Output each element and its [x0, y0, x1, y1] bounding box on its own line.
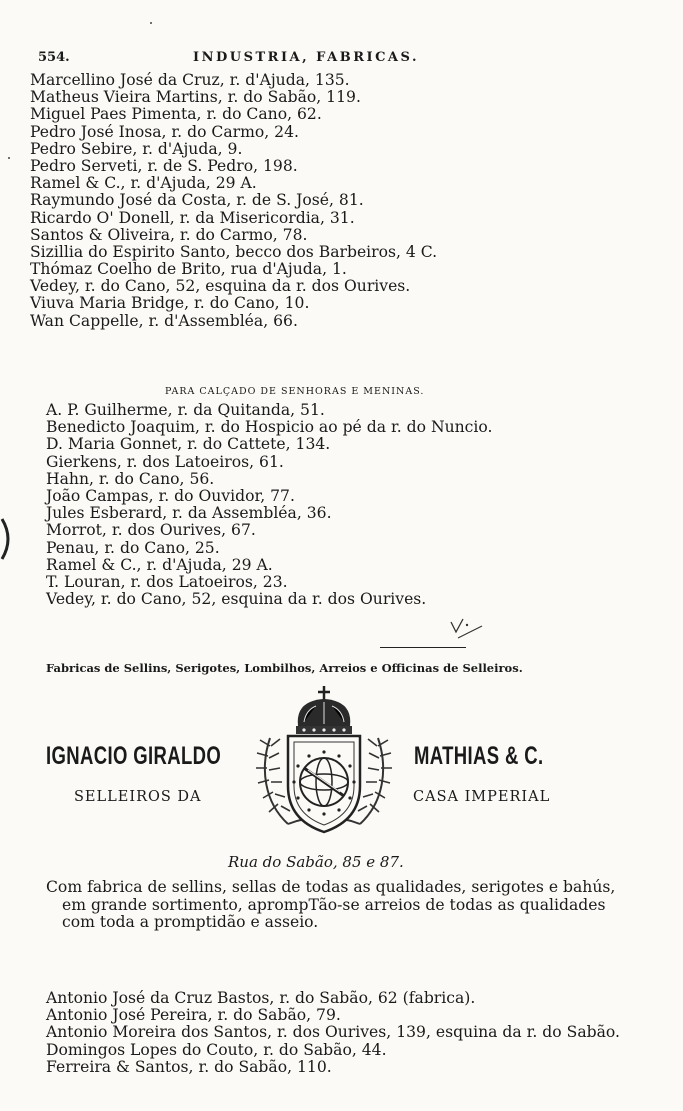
page-number: 554.: [38, 50, 70, 65]
list-item: Ricardo O' Donell, r. da Misericordia, 31.: [30, 208, 355, 227]
divider-rule: [380, 647, 466, 648]
list-item: T. Louran, r. dos Latoeiros, 23.: [46, 572, 288, 591]
binding-hole-mark: [0, 515, 16, 563]
running-title: INDUSTRIA, FABRICAS.: [193, 50, 419, 65]
list-item: Sizillia do Espirito Santo, becco dos Barbeiros, 4 C.: [30, 242, 438, 261]
list-item: Antonio José Pereira, r. do Sabão, 79.: [46, 1006, 341, 1025]
section-heading-saddlers: Fabricas de Sellins, Serigotes, Lombilhos, Arreios e Officinas de Selleiros.: [46, 661, 523, 675]
list-item: Ramel & C., r. d'Ajuda, 29 A.: [30, 174, 257, 193]
entry-list-saddlers: [46, 990, 620, 1076]
list-item: Pedro Serveti, r. de S. Pedro, 198.: [30, 156, 298, 175]
list-item: Viuva Maria Bridge, r. do Cano, 10.: [30, 294, 310, 313]
list-item: Santos & Oliveira, r. do Carmo, 78.: [30, 225, 308, 244]
list-item: Thómaz Coelho de Brito, rua d'Ajuda, 1.: [30, 260, 347, 279]
advert-name-right: MATHIAS & C.: [414, 742, 544, 770]
list-item: João Campas, r. do Ouvidor, 77.: [46, 486, 295, 505]
list-item: Matheus Vieira Martins, r. do Sabão, 119.: [30, 88, 361, 107]
list-item: Vedey, r. do Cano, 52, esquina da r. dos Ourives.: [46, 590, 427, 609]
list-item: Ferreira & Santos, r. do Sabão, 110.: [46, 1057, 332, 1076]
description-line: Com fabrica de sellins, sellas de todas as qualidades, serigotes e bahús,: [46, 878, 616, 896]
list-item: Antonio Moreira dos Santos, r. dos Ourives, 139, esquina da r. do Sabão.: [46, 1023, 620, 1042]
page-header: [38, 50, 458, 72]
list-item: Penau, r. do Cano, 25.: [46, 538, 220, 557]
advert-address: Rua do Sabão, 85 e 87.: [228, 853, 404, 871]
list-item: Gierkens, r. dos Latoeiros, 61.: [46, 452, 284, 471]
description-line: em grande sortimento, aprompTão-se arreios de todas as qualidades: [62, 895, 606, 914]
list-item: Domingos Lopes do Couto, r. do Sabão, 44.: [46, 1040, 387, 1059]
list-item: Benedicto Joaquim, r. do Hospicio ao pé da r. do Nuncio.: [46, 418, 493, 437]
list-item: Antonio José da Cruz Bastos, r. do Sabão, 62 (fabrica).: [46, 989, 476, 1007]
list-item: Hahn, r. do Cano, 56.: [46, 469, 215, 488]
entry-list-ladies-shoes: [46, 402, 492, 608]
subheading-ladies-shoes: PARA CALÇADO DE SENHORAS E MENINAS.: [165, 386, 425, 397]
entry-list-main: [30, 72, 437, 330]
list-item: Raymundo José da Costa, r. de S. José, 81.: [30, 191, 364, 210]
advert-name-left: IGNACIO GIRALDO: [46, 742, 222, 770]
advert-caption-right: CASA IMPERIAL: [413, 789, 551, 805]
description-line: com toda a promptidão e asseio.: [62, 913, 319, 932]
ink-speck: [150, 22, 152, 24]
ink-speck: [8, 157, 10, 159]
imperial-coat-of-arms-icon: [244, 682, 404, 842]
list-item: Miguel Paes Pimenta, r. do Cano, 62.: [30, 105, 322, 124]
list-item: Marcellino José da Cruz, r. d'Ajuda, 135.: [30, 71, 350, 89]
list-item: Ramel & C., r. d'Ajuda, 29 A.: [46, 555, 273, 574]
handwritten-check-mark-icon: [448, 616, 484, 642]
list-item: A. P. Guilherme, r. da Quitanda, 51.: [46, 401, 325, 419]
advert-description: [46, 879, 615, 932]
list-item: Pedro José Inosa, r. do Carmo, 24.: [30, 122, 299, 141]
list-item: Wan Cappelle, r. d'Assembléa, 66.: [30, 311, 298, 330]
list-item: Vedey, r. do Cano, 52, esquina da r. dos Ourives.: [30, 277, 411, 296]
list-item: Jules Esberard, r. da Assembléa, 36.: [46, 504, 332, 523]
list-item: Pedro Sebire, r. d'Ajuda, 9.: [30, 139, 243, 158]
list-item: Morrot, r. dos Ourives, 67.: [46, 521, 256, 540]
advert-caption-left: SELLEIROS DA: [74, 789, 202, 805]
list-item: D. Maria Gonnet, r. do Cattete, 134.: [46, 435, 331, 454]
